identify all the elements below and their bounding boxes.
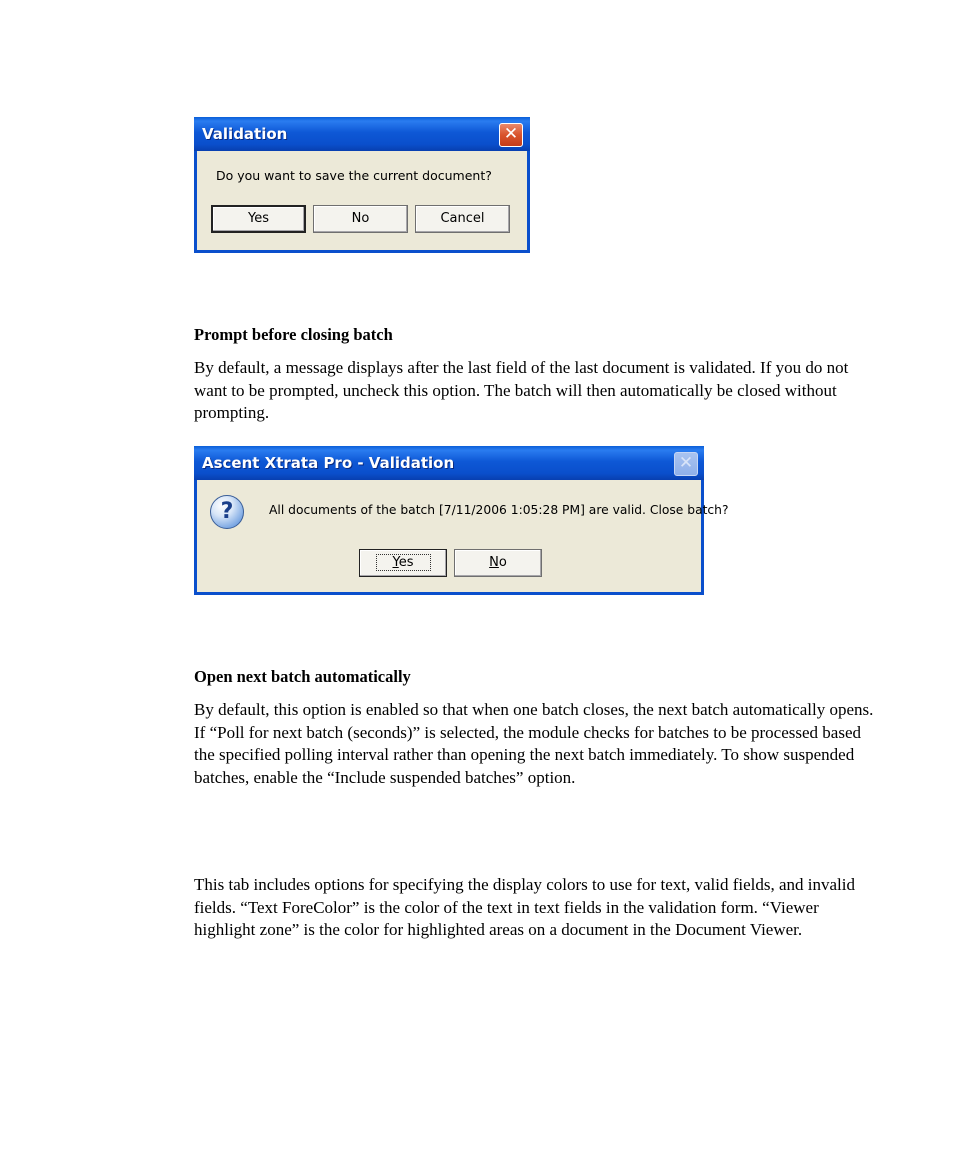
close-icon[interactable]: ✕ [499,123,523,147]
yes-button[interactable] [359,549,447,577]
focus-rectangle [376,554,431,571]
section-body-colors: This tab includes options for specifying the display colors to use for text, valid fields, and invalid fields. “Text ForeColor” is the color of the text in text fields in the validation form. “Viewer highlight zone” is the color for highlighted areas on a document in the Document Viewer. [194,875,855,939]
dialog-message: All documents of the batch [7/11/2006 1:05:28 PM] are valid. Close batch? [269,503,729,517]
dialog-message: Do you want to save the current document? [216,168,492,183]
mnemonic-n: N [489,555,499,570]
validation-dialog [194,117,530,253]
close-batch-dialog [194,446,729,595]
dialog-title: Validation [194,117,530,151]
button-label-rest: es [398,555,414,570]
section-body-prompt: By default, a message displays after the last field of the last document is validated. If you do not want to be prompted, uncheck this option. The batch will then automatically be closed without prompting. [194,358,849,422]
mnemonic-y: Y [392,555,399,570]
no-button[interactable]: No [313,205,408,233]
question-icon: ? [210,495,244,529]
dialog-title: Ascent Xtrata Pro - Validation [194,446,704,480]
section-heading-prompt: Prompt before closing batch [194,325,393,344]
button-label-rest: o [498,555,507,570]
close-icon: ✕ [674,452,698,476]
dialog-frame [194,151,530,253]
section-heading-open-next: Open next batch automatically [194,667,411,686]
dialog-frame [194,480,704,595]
no-button[interactable] [454,549,542,577]
yes-button[interactable]: Yes [211,205,306,233]
cancel-button[interactable]: Cancel [415,205,510,233]
section-body-open-next: By default, this option is enabled so that when one batch closes, the next batch automatically opens. If “Poll for next batch (seconds)” is selected, the module checks for batches to be processed based the specified polling interval rather than opening the next batch immediately. To show suspended batches, enable the “Include suspended batches” option. [194,700,874,787]
